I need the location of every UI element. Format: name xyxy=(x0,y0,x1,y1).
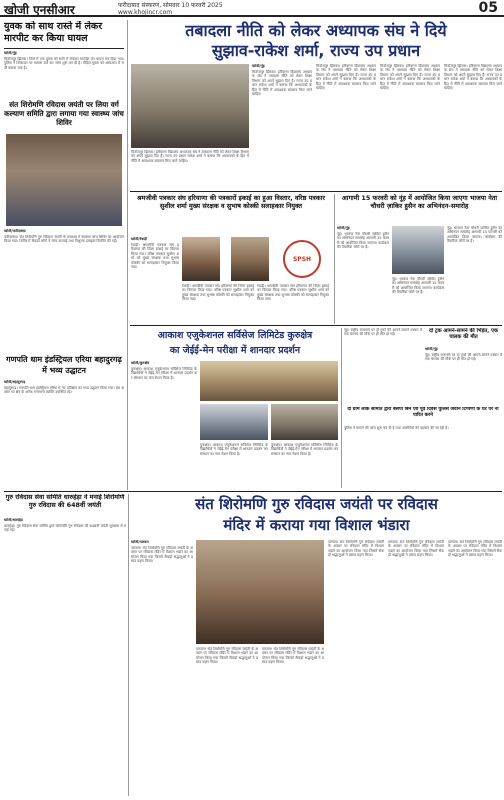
divider xyxy=(4,48,124,49)
story1-body: फिरोजपुर झिरका। जिले में एक युवक को रास्ते में रोककर मारपीट कर घायल कर दिया गया। पुलिस ने शिकायत पर मामला दर्ज कर जांच शुरू कर दी है। पीड़ित युवक को अस्पताल में भर्ती कराया गया है। xyxy=(4,57,124,70)
accident-body-col1: नूंह। राष्ट्रीय राजमार्ग पर दो ट्रकों की आमने-सामने टक्कर में एक चालक की मौके पर ही मौत हो गई। xyxy=(344,328,422,337)
aakash-photo-3 xyxy=(271,404,338,440)
divider xyxy=(4,491,502,492)
lead-body-col3: फिरोजपुर झिरका। हरियाणा विद्यालय अध्यापक संघ ने तबादला नीति को लेकर शिक्षा विभाग को अपने सुझाव दिए हैं। राज्य उप प्रधान राकेश शर्मा ने बताया कि अध्यापकों के हित में नीति में आवश्यक बदलाव किए जाने चाहिए। xyxy=(380,64,440,91)
press-union-body-col1: रेवाड़ी। श्रमजीवी पत्रकार संघ हरियाणा की जिला इकाई का विस्तार किया गया। वरिष्ठ पत्रकार सुशील शर्मा को मुख्य संरक्षक तथा सुभाष कोस्की को सलाहकार नियुक्त किया गया। xyxy=(131,243,179,270)
aakash-body-col1: कुरुक्षेत्र। आकाश एजुकेशनल सर्विसेज लिमिटेड के विद्यार्थियों ने जेईई-मेन परीक्षा में शानदार प्रदर्शन कर संस्थान का नाम रोशन किया है। xyxy=(131,367,197,380)
committee-headline: दी ग्राम लोक समिति द्वारा बसपा बिन एवं पूर्व दिवस पुलिस जवान टिप्पणी के घर पर नौ पारित करने xyxy=(347,407,499,418)
aakash-body-col2: कुरुक्षेत्र। आकाश एजुकेशनल सर्विसेज लिमिटेड के विद्यार्थियों ने जेईई-मेन परीक्षा में शानदार प्रदर्शन कर संस्थान का नाम रोशन किया है। xyxy=(200,443,268,456)
lead-body-col4: फिरोजपुर झिरका। हरियाणा विद्यालय अध्यापक संघ ने तबादला नीति को लेकर शिक्षा विभाग को अपने सुझाव दिए हैं। राज्य उप प्रधान राकेश शर्मा ने बताया कि अध्यापकों के हित में नीति में आवश्यक बदलाव किए जाने चाहिए। xyxy=(444,64,502,91)
health-camp-photo xyxy=(6,134,122,226)
story3-body: बहादुरगढ़। गणपति धाम इंडस्ट्रियल एरिया में नए प्रतिष्ठान का भव्य उद्घाटन किया गया। इस अवसर पर क्षेत्र के अनेक गणमान्य व्यक्ति उपस्थित रहे। xyxy=(4,386,124,395)
aakash-headline-line1: आकाश एजुकेशनल सर्विसेज लिमिटेड कुरुक्षेत्र xyxy=(157,330,313,341)
union-logo xyxy=(283,240,321,278)
lead-headline-line2: सुझाव-राकेश शर्मा, राज्य उप प्रधान xyxy=(211,41,421,60)
press-union-dateline: खोजी/रेवाड़ी xyxy=(131,237,148,241)
bottom-body-col1: पलवल। संत शिरोमणि गुरु रविदास जयंती के अवसर पर रविदास मंदिर में विशाल भंडारे का आयोजन किया गया जिसमें सैकड़ों श्रद्धालुओं ने प्रसाद ग्रहण किया। xyxy=(131,546,193,564)
bottom-headline-line2: मंदिर में कराया गया विशाल भंडारा xyxy=(223,516,410,534)
committee-body: पुलिस ने मामले की जांच शुरू कर दी है तथा आरोपियों की पहचान की जा रही है। xyxy=(344,426,449,430)
masthead-meta xyxy=(118,2,223,16)
dharuhera-dateline: खोजी/धारुहेड़ा xyxy=(4,518,23,522)
union-logo-text: SPSH xyxy=(292,255,312,263)
felicitation-body-col3: नूंह। भाजपा नेता चौधरी ज़ाकिर हुसैन का अभिनंदन समारोह आगामी 15 फरवरी को आयोजित किया जाएगा। कार्यक्रम की तैयारियां जोरों पर हैं। xyxy=(447,226,502,244)
lead-photo xyxy=(131,64,249,148)
column-divider xyxy=(128,494,129,796)
person-photo-2 xyxy=(231,237,269,281)
story3-dateline: खोजी/बहादुरगढ़ xyxy=(4,380,26,384)
divider xyxy=(130,325,502,326)
column-divider xyxy=(127,20,128,490)
bottom-body-col2: पलवल। संत शिरोमणि गुरु रविदास जयंती के अवसर पर रविदास मंदिर में विशाल भंडारे का आयोजन किया गया जिसमें सैकड़ों श्रद्धालुओं ने प्रसाद ग्रहण किया। xyxy=(196,647,258,665)
aakash-headline-line2: का जेईई-मेन परीक्षा में शानदार प्रदर्शन xyxy=(169,345,301,356)
felicitation-photo xyxy=(392,226,444,274)
masthead xyxy=(0,0,504,17)
felicitation-body-col2: नूंह। भाजपा नेता चौधरी ज़ाकिर हुसैन का अभिनंदन समारोह आगामी 15 फरवरी को आयोजित किया जाएगा। कार्यक्रम की तैयारियां जोरों पर हैं। xyxy=(392,277,444,295)
lead-dateline: खोजी/नूंह xyxy=(252,64,265,68)
dharuhera-headline: गुरु रविदास सेवा समिति धारुहेड़ा ने मनाई शिरोमणि गुरु रविदास की 648वीं जयंती xyxy=(5,494,125,509)
story1-headline: युवक को साथ रास्ते में लेकर मारपीट कर किया घायल xyxy=(4,21,103,44)
bottom-body-col5: पलवल। संत शिरोमणि गुरु रविदास जयंती के अवसर पर रविदास मंदिर में विशाल भंडारे का आयोजन किया गया जिसमें सैकड़ों श्रद्धालुओं ने प्रसाद ग्रहण किया। xyxy=(388,540,444,558)
lead-body-col0: फिरोजपुर झिरका। हरियाणा विद्यालय अध्यापक संघ ने तबादला नीति को लेकर शिक्षा विभाग को अपने सुझाव दिए हैं। राज्य उप प्रधान राकेश शर्मा ने बताया कि अध्यापकों के हित में नीति में आवश्यक बदलाव किए जाने चाहिए। xyxy=(131,150,249,163)
bhandara-photo xyxy=(196,540,324,644)
felicitation-headline: आगामी 15 फरवरी को नूंह में आयोजित किया जाएगा भाजपा नेता चौधरी ज़ाकिर हुसैन का अभिनंदन-समारोह xyxy=(341,194,498,210)
bottom-headline-line1: संत शिरोमणि गुरु रविदास जयंती पर रविदास xyxy=(195,495,438,513)
story1-dateline: खोजी/नूंह xyxy=(4,51,17,55)
page-number: 05 xyxy=(478,0,498,16)
story2-dateline: खोजी/फरीदाबाद xyxy=(4,229,26,233)
aakash-body-col3: कुरुक्षेत्र। आकाश एजुकेशनल सर्विसेज लिमिटेड के विद्यार्थियों ने जेईई-मेन परीक्षा में शानदार प्रदर्शन कर संस्थान का नाम रोशन किया है। xyxy=(271,443,338,456)
accident-headline: दो ट्रक आमने-सामने की भिड़ंत, एक चालक की मौत xyxy=(429,328,498,341)
lead-body-col1: फिरोजपुर झिरका। हरियाणा विद्यालय अध्यापक संघ ने तबादला नीति को लेकर शिक्षा विभाग को अपने सुझाव दिए हैं। राज्य उप प्रधान राकेश शर्मा ने बताया कि अध्यापकों के हित में नीति में आवश्यक बदलाव किए जाने चाहिए। xyxy=(252,70,312,97)
bottom-dateline: खोजी/पलवल xyxy=(131,540,149,544)
column-divider xyxy=(334,194,335,324)
press-union-headline: श्रमजीवी पत्रकार संघ हरियाणा की पत्रकारों इकाई का हुआ विस्तार, वरिष्ठ पत्रकार सुशील शर्मा मुख्य संरक्षक व सुभाष कोस्की सलाहकार नियुक्त xyxy=(137,194,325,210)
press-union-body-col3: रेवाड़ी। श्रमजीवी पत्रकार संघ हरियाणा की जिला इकाई का विस्तार किया गया। वरिष्ठ पत्रकार सुशील शर्मा को मुख्य संरक्षक तथा सुभाष कोस्की को सलाहकार नियुक्त किया गया। xyxy=(257,284,329,302)
felicitation-dateline: खोजी/नूंह xyxy=(337,226,350,230)
column-divider xyxy=(341,328,342,488)
press-union-body-col2: रेवाड़ी। श्रमजीवी पत्रकार संघ हरियाणा की जिला इकाई का विस्तार किया गया। वरिष्ठ पत्रकार सुशील शर्मा को मुख्य संरक्षक तथा सुभाष कोस्की को सलाहकार नियुक्त किया गया। xyxy=(182,284,254,302)
newspaper-title: खोजी एनसीआर xyxy=(4,3,75,17)
story2-body: फरीदाबाद। संत शिरोमणि गुरु रविदास जयंती के उपलक्ष्य में स्वास्थ्य जांच शिविर का आयोजन किया गया। शिविर में सैकड़ों लोगों ने जांच करवाई तथा निशुल्क दवाइयां वितरित की गईं। xyxy=(4,235,124,244)
felicitation-body-col1: नूंह। भाजपा नेता चौधरी ज़ाकिर हुसैन का अभिनंदन समारोह आगामी 15 फरवरी को आयोजित किया जाएगा। कार्यक्रम की तैयारियां जोरों पर हैं। xyxy=(337,232,389,250)
story2-headline: संत शिरोमणि रविदास जयंती पर लिया वर्ग कल्याण समिति द्वारा लगाया गया स्वास्थ्य जांच शिविर xyxy=(4,100,124,127)
person-photo-1 xyxy=(182,237,220,281)
lead-headline-line1: तबादला नीति को लेकर अध्यापक संघ ने दिये xyxy=(185,21,447,40)
accident-body-col2: नूंह। राष्ट्रीय राजमार्ग पर दो ट्रकों की आमने-सामने टक्कर में एक चालक की मौके पर ही मौत हो गई। xyxy=(425,353,502,362)
edition-website: www.khojincr.com xyxy=(118,9,173,16)
aakash-photo-1 xyxy=(200,361,338,401)
edition-date: फरीदाबाद संस्करण, सोमवार 10 फरवरी 2025 xyxy=(118,2,223,9)
story3-headline: गणपति धाम इंडस्ट्रियल एरिया बहादुरगढ़ में भव्य उद्घाटन xyxy=(6,355,122,375)
dharuhera-body: धारुहेड़ा। गुरु रविदास सेवा समिति द्वारा शिरोमणि गुरु रविदास की 648वीं जयंती धूमधाम से मनाई गई। xyxy=(4,524,126,533)
accident-dateline: खोजी/नूंह xyxy=(425,347,438,351)
bottom-body-col6: पलवल। संत शिरोमणि गुरु रविदास जयंती के अवसर पर रविदास मंदिर में विशाल भंडारे का आयोजन किया गया जिसमें सैकड़ों श्रद्धालुओं ने प्रसाद ग्रहण किया। xyxy=(448,540,502,558)
bottom-body-col3: पलवल। संत शिरोमणि गुरु रविदास जयंती के अवसर पर रविदास मंदिर में विशाल भंडारे का आयोजन किया गया जिसमें सैकड़ों श्रद्धालुओं ने प्रसाद ग्रहण किया। xyxy=(262,647,324,665)
lead-body-col2: फिरोजपुर झिरका। हरियाणा विद्यालय अध्यापक संघ ने तबादला नीति को लेकर शिक्षा विभाग को अपने सुझाव दिए हैं। राज्य उप प्रधान राकेश शर्मा ने बताया कि अध्यापकों के हित में नीति में आवश्यक बदलाव किए जाने चाहिए। xyxy=(316,64,376,91)
aakash-dateline: खोजी/कुरुक्षेत्र xyxy=(131,361,150,365)
bottom-body-col4: पलवल। संत शिरोमणि गुरु रविदास जयंती के अवसर पर रविदास मंदिर में विशाल भंडारे का आयोजन किया गया जिसमें सैकड़ों श्रद्धालुओं ने प्रसाद ग्रहण किया। xyxy=(328,540,384,558)
aakash-photo-2 xyxy=(200,404,268,440)
divider xyxy=(130,191,502,192)
